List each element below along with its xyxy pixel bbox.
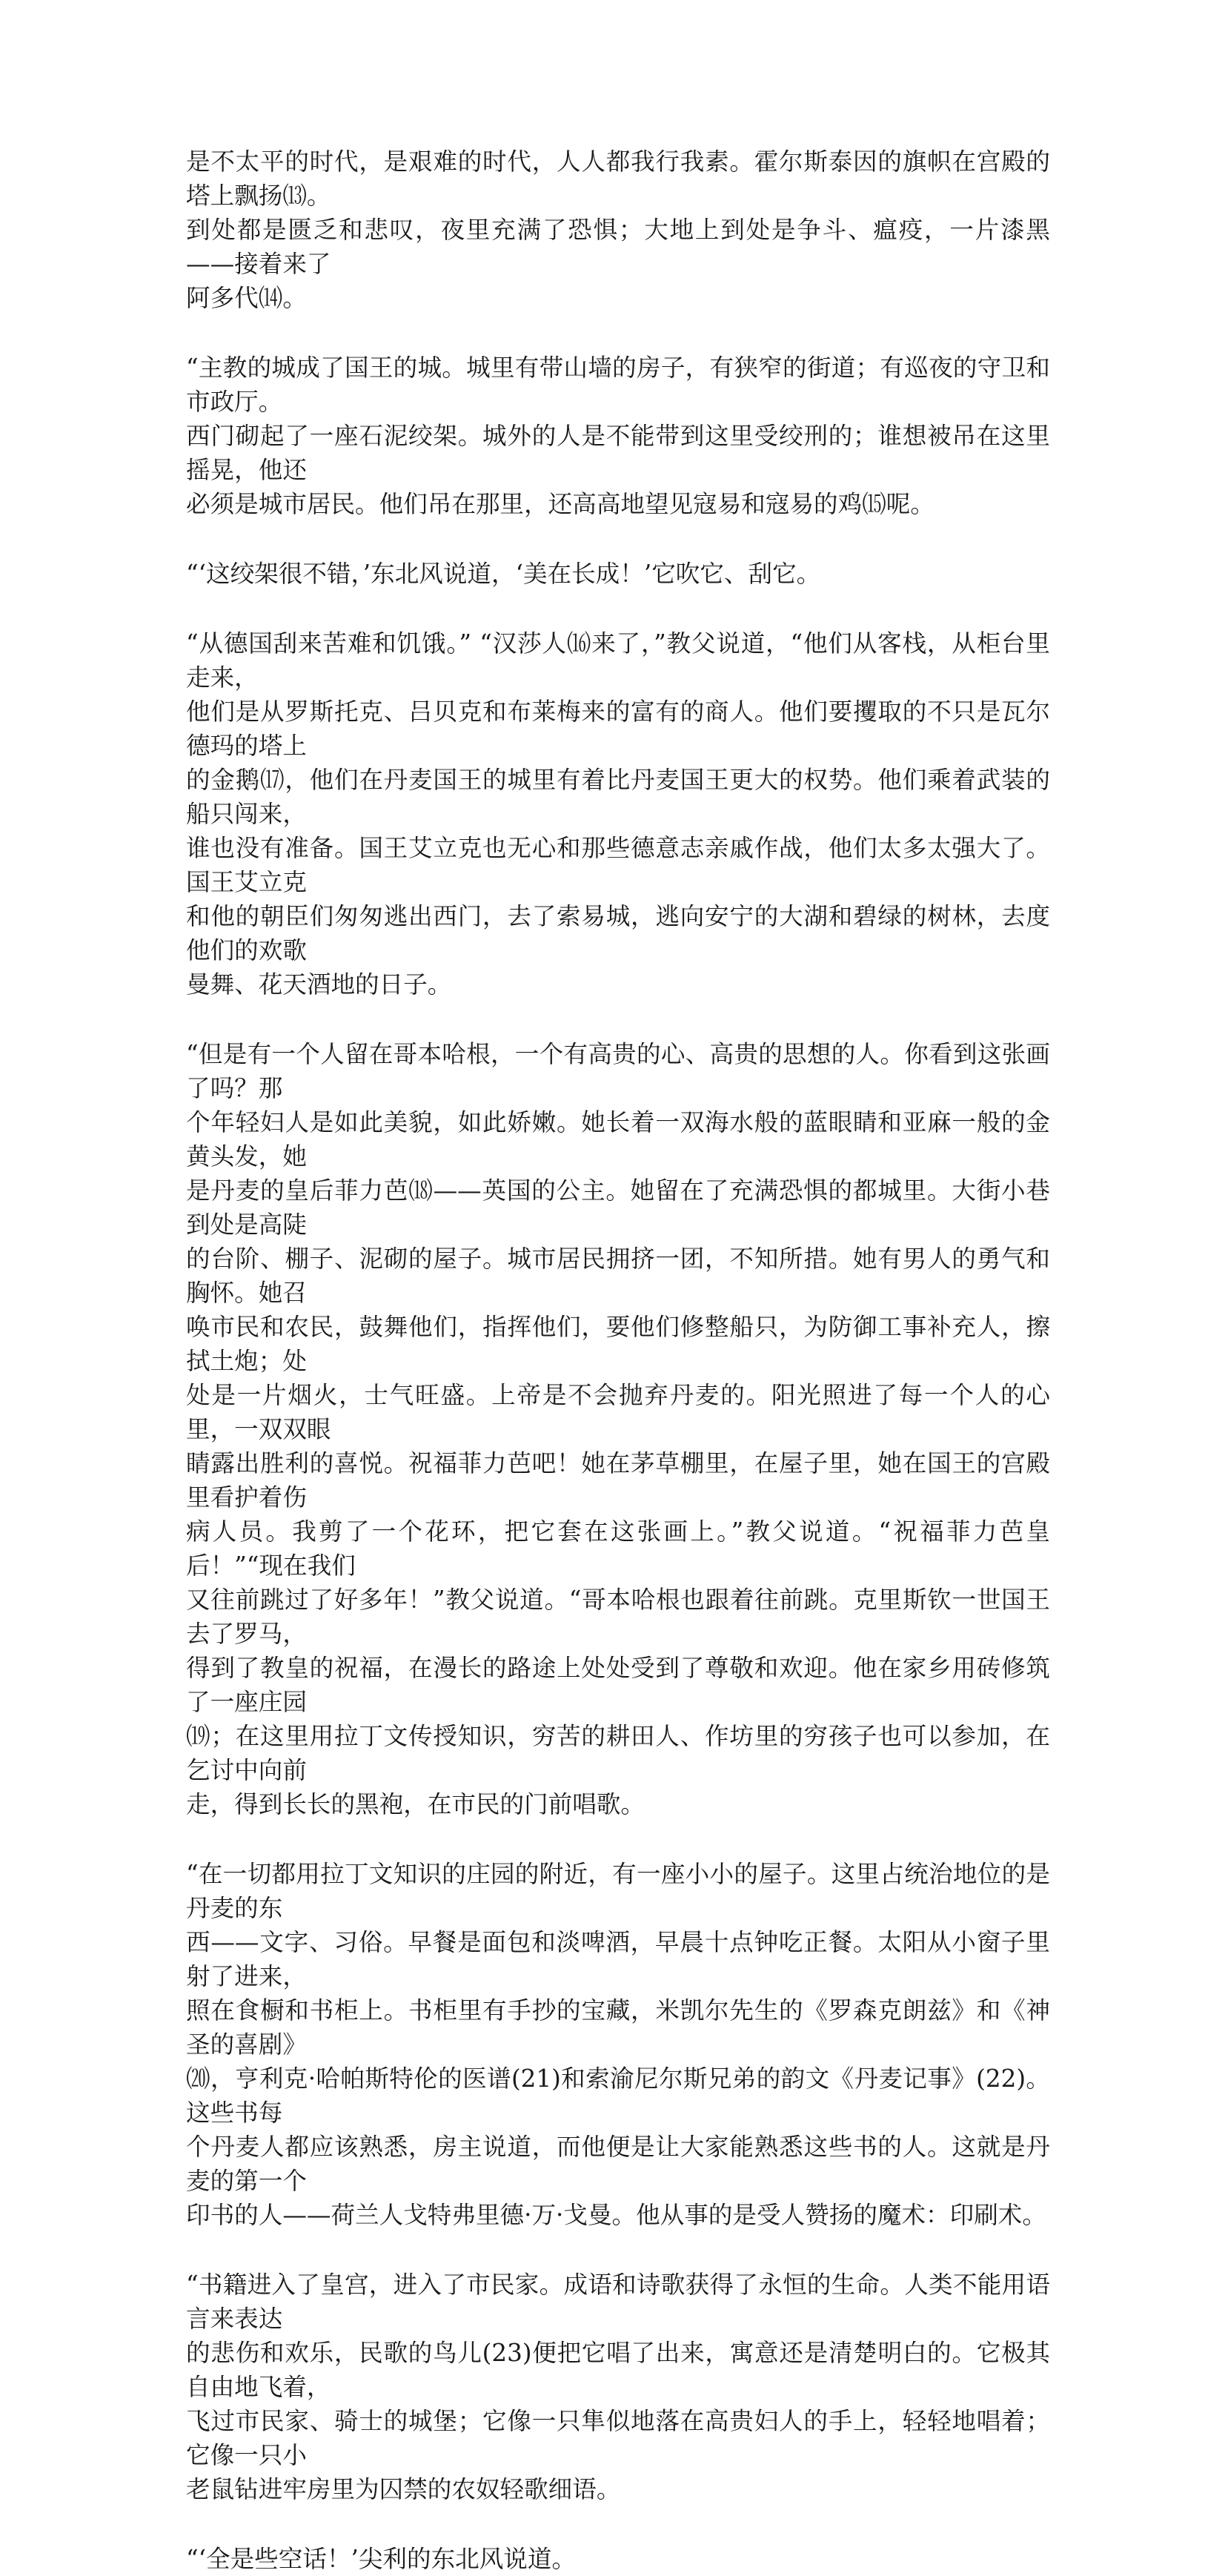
paragraph-6: “在一切都用拉丁文知识的庄园的附近，有一座小小的屋子。这里占统治地位的是丹麦的东 西——文字、习俗。早餐是面包和淡啤酒，早晨十点钟吃正餐。太阳从小窗子里射了进来， 照在食橱和书柜上。书柜里有手抄的宝藏，米凯尔先生的《罗森克朗兹》和《神圣的喜剧》 ⒇，亨利克·哈帕斯特伦的医谱(21)和索渝尼尔斯兄弟的韵文《丹麦记事》(22)。这些书每 个丹麦人都应该熟悉，房主说道，而他便是让大家能熟悉这些书的人。这就是丹麦的第一个 印书的人——荷兰人戈特弗里德·万·戈曼。他从事的是受人赞扬的魔术：印刷术。 [186,1860,1050,2229]
paragraph-3: “‘这绞架很不错，’东北风说道，‘美在长成！’它吹它、刮它。 [186,560,821,588]
paragraph-5: “但是有一个人留在哥本哈根，一个有高贵的心、高贵的思想的人。你看到这张画了吗？那 个年轻妇人是如此美貌，如此娇嫩。她长着一双海水般的蓝眼睛和亚麻一般的金黄头发，她 是丹麦的皇后菲力芭⒅——英国的公主。她留在了充满恐惧的都城里。大街小巷到处是高陡 的台阶、棚子、泥砌的屋子。城市居民拥挤一团，不知所措。她有男人的勇气和胸怀。她召 唤市民和农民，鼓舞他们，指挥他们，要他们修整船只，为防御工事补充人，擦拭土炮；处 处是一片烟火，士气旺盛。上帝是不会抛弃丹麦的。阳光照进了每一个人的心里，一双双眼 睛露出胜利的喜悦。祝福菲力芭吧！她在茅草棚里，在屋子里，她在国王的宫殿里看护着伤 病人员。我剪了一个花环，把它套在这张画上。”教父说道。“祝福菲力芭皇后！”“现在我们 又往前跳过了好多年！”教父说道。“哥本哈根也跟着往前跳。克里斯钦一世国王去了罗马， 得到了教皇的祝福，在漫长的路途上处处受到了尊敬和欢迎。他在家乡用砖修筑了一座庄园 ⒆；在这里用拉丁文传授知识，穷苦的耕田人、作坊里的穷孩子也可以参加，在乞讨中向前 走，得到长长的黑袍，在市民的门前唱歌。 [186,1040,1050,1818]
paragraph-1: 是不太平的时代，是艰难的时代，人人都我行我素。霍尔斯泰因的旗帜在宫殿的塔上飘扬⒀。 到处都是匮乏和悲叹，夜里充满了恐惧；大地上到处是争斗、瘟疫，一片漆黑——接着来了 阿多代⒁。 [186,148,1050,312]
paragraph-4: “从德国刮来苦难和饥饿。” “汉莎人⒃来了，”教父说道，“他们从客栈，从柜台里走来， 他们是从罗斯托克、吕贝克和布莱梅来的富有的商人。他们要攫取的不只是瓦尔德玛的塔上 的金鹅⒄，他们在丹麦国王的城里有着比丹麦国王更大的权势。他们乘着武装的船只闯来， 谁也没有准备。国王艾立克也无心和那些德意志亲戚作战，他们太多太强大了。国王艾立克 和他的朝臣们匆匆逃出西门，去了索易城，逃向安宁的大湖和碧绿的树林，去度他们的欢歌 曼舞、花天酒地的日子。 [186,629,1050,999]
paragraph-2: “主教的城成了国王的城。城里有带山墙的房子，有狭窄的街道；有巡夜的守卫和市政厅。 西门砌起了一座石泥绞架。城外的人是不能带到这里受绞刑的；谁想被吊在这里摇晃，他还 必须是城市居民。他们吊在那里，还高高地望见寇易和寇易的鸡⒂呢。 [186,354,1050,518]
paragraph-8: “‘全是些空话！’尖利的东北风说道。 [186,2545,577,2573]
paragraph-7: “书籍进入了皇宫，进入了市民家。成语和诗歌获得了永恒的生命。人类不能用语言来表达 的悲伤和欢乐，民歌的鸟儿(23)便把它唱了出来，寓意还是清楚明白的。它极其自由地飞着， 飞过市民家、骑士的城堡；它像一只隼似地落在高贵妇人的手上，轻轻地唱着；它像一只小 老鼠钻进牢房里为囚禁的农奴轻歌细语。 [186,2271,1050,2503]
